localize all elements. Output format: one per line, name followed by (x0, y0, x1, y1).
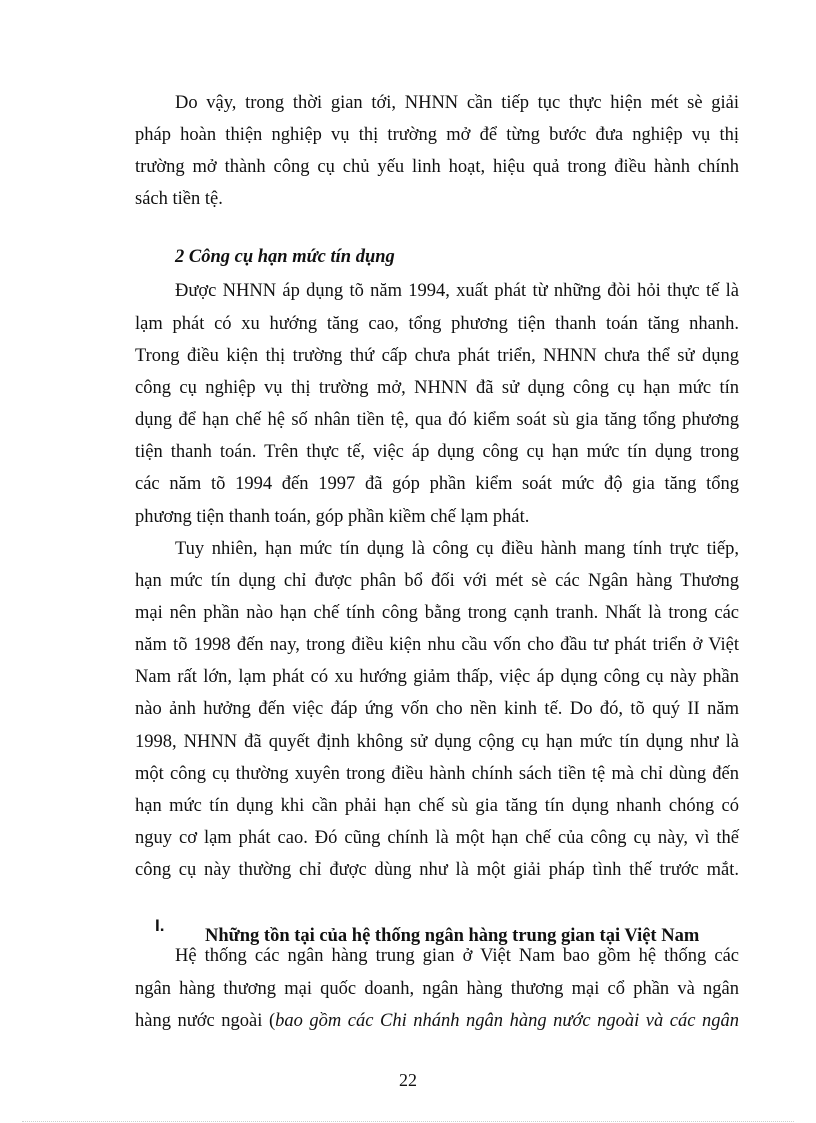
subheading-title: Công cụ hạn mức tín dụng (188, 247, 395, 267)
paragraph-line: trường mở thành công cụ chủ yếu linh hoạt, hiệu quả trong điều hành chính (135, 157, 739, 177)
paragraph-line: dụng để hạn chế hệ số nhân tiền tệ, qua đó kiểm soát sù gia tăng tổng phương (135, 410, 739, 430)
section-heading: Những tồn tại của hệ thống ngân hàng trung gian tại Việt Nam (205, 925, 700, 946)
paragraph-line: hạn mức tín dụng chỉ được phân bổ đối với mét sè các Ngân hàng Thương (135, 571, 739, 591)
paragraph-line: pháp hoàn thiện nghiệp vụ thị trường mở để từng bước đưa nghiệp vụ thị (135, 125, 739, 145)
subheading-number: 2 (175, 247, 185, 267)
paragraph-line: phương tiện thanh toán, góp phần kiềm chế lạm phát. (135, 507, 530, 527)
paragraph-line: tiện thanh toán. Trên thực tế, việc áp dụng công cụ hạn mức tín dụng trong (135, 442, 739, 462)
paragraph-line: Trong điều kiện thị trường thứ cấp chưa phát triển, NHNN chưa thể sử dụng (135, 346, 739, 366)
paragraph-line: Hệ thống các ngân hàng trung gian ở Việt Nam bao gồm hệ thống các (175, 946, 739, 966)
paragraph-line: nào ảnh hưởng đến việc đáp ứng vốn cho nền kinh tế. Do đó, tõ quý II năm (135, 699, 739, 719)
section-numeral: I. (155, 916, 165, 935)
paragraph-line: năm tõ 1998 đến nay, trong điều kiện nhu cầu vốn cho đầu tư phát triển ở Việt (135, 635, 739, 655)
paragraph-line: Nam rất lớn, lạm phát có xu hướng giảm thấp, việc áp dụng công cụ này phần (135, 667, 739, 687)
paragraph-line: mại nên phần nào hạn chế tính công bằng trong cạnh tranh. Nhất là trong các (135, 603, 739, 623)
paragraph-line: ngân hàng thương mại quốc doanh, ngân hàng thương mại cổ phần và ngân (135, 979, 739, 999)
paragraph-line: Tuy nhiên, hạn mức tín dụng là công cụ điều hành mang tính trực tiếp, (175, 539, 739, 559)
paragraph-text: hàng nước ngoài ( (135, 1011, 276, 1031)
paragraph-line: một công cụ thường xuyên trong điều hành chính sách tiền tệ mà chỉ dùng đến (135, 764, 739, 784)
paragraph-line: công cụ nghiệp vụ thị trường mở, NHNN đã sử dụng công cụ hạn mức tín (135, 378, 739, 398)
page-bottom-divider (22, 1121, 794, 1122)
paragraph-italic-text: bao gồm các Chi nhánh ngân hàng nước ngoài và các ngân (275, 1011, 739, 1031)
paragraph-line: hạn mức tín dụng khi cần phải hạn chế sù gia tăng tín dụng nhanh chóng có (135, 796, 739, 816)
page-number: 22 (399, 1070, 417, 1090)
paragraph-line: 1998, NHNN đã quyết định không sử dụng cộng cụ hạn mức tín dụng như là (135, 732, 739, 752)
paragraph-line: Do vậy, trong thời gian tới, NHNN cần tiếp tục thực hiện mét sè giải (175, 93, 739, 113)
paragraph-line: sách tiền tệ. (135, 189, 223, 209)
paragraph-line: các năm tõ 1994 đến 1997 đã góp phần kiểm soát mức độ gia tăng tổng (135, 474, 739, 494)
paragraph-line: nguy cơ lạm phát cao. Đó cũng chính là một hạn chế của công cụ này, vì thế (135, 828, 739, 848)
subheading (175, 246, 395, 268)
paragraph-line: Được NHNN áp dụng tõ năm 1994, xuất phát từ những đòi hỏi thực tế là (175, 281, 739, 301)
paragraph-line (135, 1010, 739, 1032)
paragraph-line: công cụ này thường chỉ được dùng như là một giải pháp tình thế trước mắt. (135, 860, 739, 880)
paragraph-line: lạm phát có xu hướng tăng cao, tổng phương tiện thanh toán tăng nhanh. (135, 314, 739, 334)
